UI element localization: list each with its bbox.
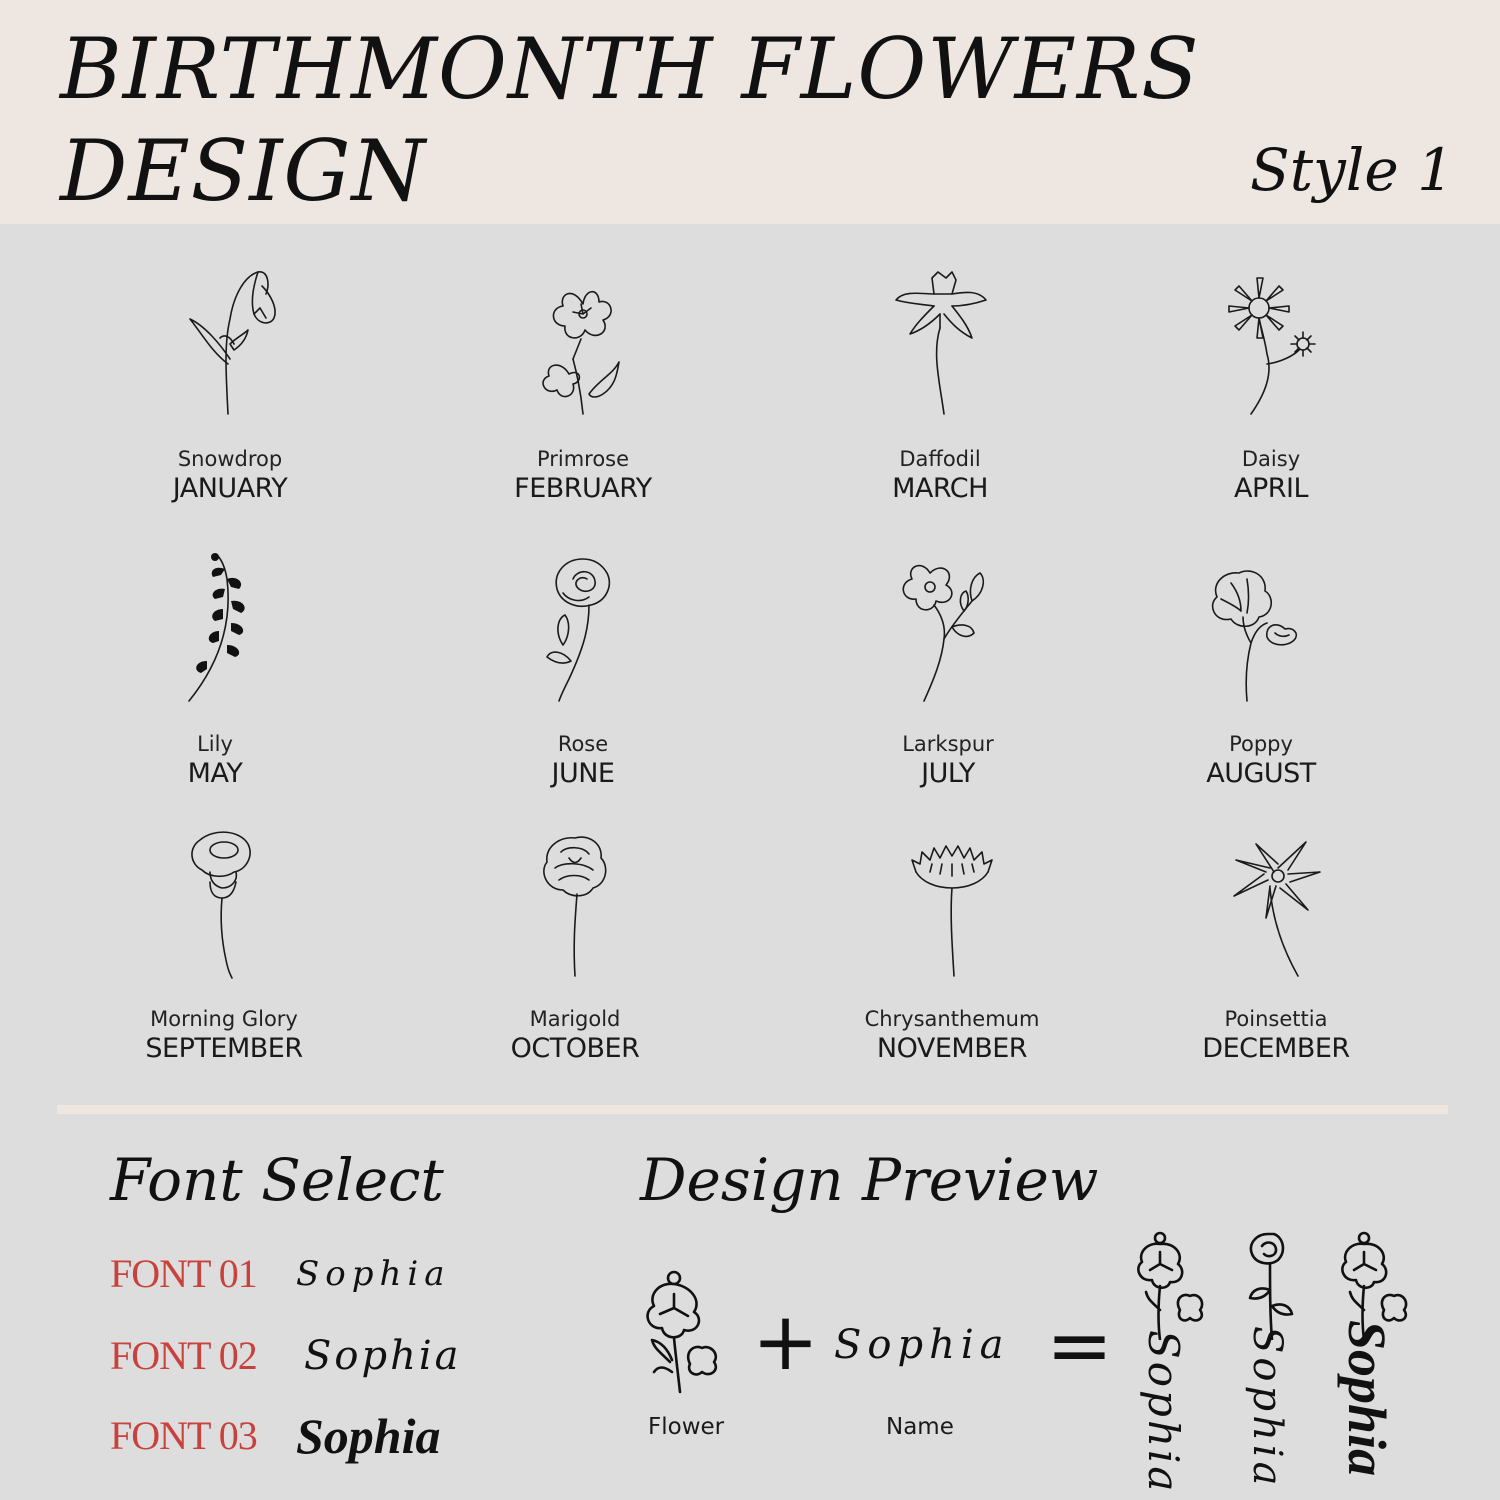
month-card-july <box>768 549 1128 809</box>
poppy-icon <box>1181 549 1341 709</box>
month-label: JUNE <box>551 758 615 789</box>
font-sample: Sophia <box>304 1333 462 1379</box>
month-card-september <box>44 824 404 1084</box>
result-flower-icon-1 <box>1130 1230 1210 1340</box>
lily-of-the-valley-icon <box>135 549 295 709</box>
result-name-2: Sophia <box>1244 1326 1290 1490</box>
month-card-february <box>403 264 763 524</box>
flower-name: Daffodil <box>899 447 981 471</box>
flower-name: Poinsettia <box>1224 1007 1328 1031</box>
flower-name: Lily <box>197 732 233 756</box>
flower-name: Poppy <box>1229 732 1293 756</box>
header-banner <box>0 0 1500 224</box>
section-divider <box>57 1105 1448 1114</box>
month-card-april <box>1091 264 1451 524</box>
page-title <box>60 18 1200 222</box>
poinsettia-icon <box>1196 824 1356 984</box>
font-code: FONT 01 <box>110 1251 257 1296</box>
flower-name: Larkspur <box>902 732 994 756</box>
month-label: APRIL <box>1233 473 1309 504</box>
name-label: Name <box>886 1414 954 1440</box>
title-line-1: BIRTHMONTH FLOWERS <box>60 20 1200 118</box>
snowdrop-icon <box>150 264 310 424</box>
font-code: FONT 03 <box>110 1413 257 1458</box>
font-code: FONT 02 <box>110 1333 257 1378</box>
flower-name: Marigold <box>529 1007 621 1031</box>
month-label: JULY <box>921 758 975 789</box>
flower-grid <box>0 224 1500 1104</box>
month-card-august <box>1081 549 1441 809</box>
rose-icon <box>503 549 663 709</box>
preview-name-sample: Sophia <box>834 1322 1010 1368</box>
result-name-1: Sophia <box>1139 1330 1188 1495</box>
primrose-icon <box>503 264 663 424</box>
flower-label: Flower <box>648 1414 725 1440</box>
month-card-december <box>1096 824 1456 1084</box>
larkspur-icon <box>868 549 1028 709</box>
morning-glory-icon <box>144 824 304 984</box>
font-sample: Sophia <box>296 1254 451 1294</box>
title-line-2: DESIGN <box>60 122 426 220</box>
result-name-3: Sophia <box>1337 1320 1397 1477</box>
month-card-june <box>403 549 763 809</box>
month-label: MAY <box>187 758 243 789</box>
month-card-november <box>772 824 1132 1084</box>
chrysanthemum-icon <box>872 824 1032 984</box>
month-card-january <box>50 264 410 524</box>
result-flower-icon-2 <box>1236 1230 1306 1340</box>
preview-flower-icon <box>630 1268 734 1398</box>
flower-name: Daisy <box>1241 447 1301 471</box>
design-preview-title: Design Preview <box>640 1146 1099 1214</box>
flower-name: Primrose <box>536 447 630 471</box>
font-sample: Sophia <box>296 1408 441 1464</box>
daisy-icon <box>1191 264 1351 424</box>
month-label: AUGUST <box>1206 758 1316 789</box>
flower-name: Morning Glory <box>150 1007 298 1031</box>
month-card-may <box>35 549 395 809</box>
month-label: DECEMBER <box>1202 1033 1350 1064</box>
month-card-march <box>760 264 1120 524</box>
marigold-icon <box>495 824 655 984</box>
font-select-title: Font Select <box>110 1146 444 1214</box>
month-label: NOVEMBER <box>876 1033 1028 1064</box>
daffodil-icon <box>860 264 1020 424</box>
month-label: MARCH <box>892 473 988 504</box>
flower-name: Snowdrop <box>177 447 283 471</box>
plus-sign: + <box>752 1295 820 1388</box>
month-label: SEPTEMBER <box>145 1033 303 1064</box>
equals-sign: = <box>1046 1299 1114 1392</box>
style-label: Style 1 <box>1249 136 1454 204</box>
month-label: JANUARY <box>172 473 288 504</box>
month-card-october <box>395 824 755 1084</box>
month-label: OCTOBER <box>510 1033 640 1064</box>
month-label: FEBRUARY <box>514 473 652 504</box>
flower-name: Chrysanthemum <box>864 1007 1040 1031</box>
flower-name: Rose <box>557 732 609 756</box>
